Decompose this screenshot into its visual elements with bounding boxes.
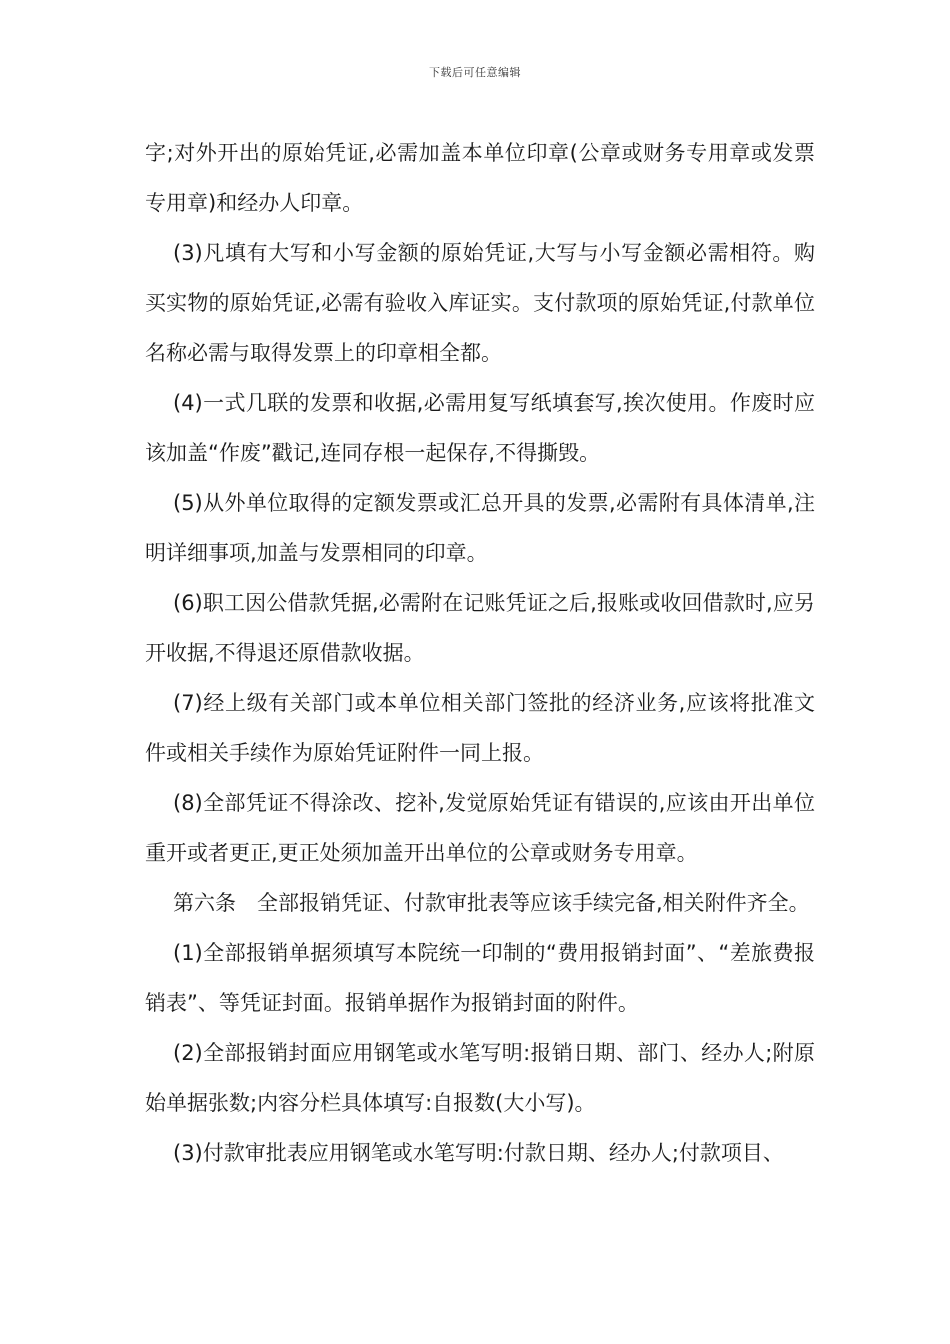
paragraph-6: (7)经上级有关部门或本单位相关部门签批的经济业务,应该将批准文件或相关手续作为原始凭证附件一同上报。	[145, 691, 815, 765]
paragraph-1: 字;对外开出的原始凭证,必需加盖本单位印章(公章或财务专用章或发票专用章)和经办人印章。	[145, 141, 815, 215]
paragraph-10: (3)付款审批表应用钢笔或水笔写明:付款日期、经办人;付款项目、	[173, 1141, 784, 1165]
paragraph-5: (6)职工因公借款凭据,必需附在记账凭证之后,报账或收回借款时,应另开收据,不得退还原借款收据。	[145, 591, 815, 665]
paragraph-3: (4)一式几联的发票和收据,必需用复写纸填套写,挨次使用。作废时应该加盖“作废”戳记,连同存根一起保存,不得撕毁。	[145, 391, 815, 465]
page-header: 下载后可任意编辑	[429, 66, 521, 79]
document-body	[145, 128, 815, 1178]
paragraph-2: (3)凡填有大写和小写金额的原始凭证,大写与小写金额必需相符。购买实物的原始凭证,必需有验收入库证实。支付款项的原始凭证,付款单位名称必需与取得发票上的印章相全都。	[145, 241, 815, 365]
paragraph-4: (5)从外单位取得的定额发票或汇总开具的发票,必需附有具体清单,注明详细事项,加盖与发票相同的印章。	[145, 491, 815, 565]
paragraph-8: (1)全部报销单据须填写本院统一印制的“费用报销封面”、“差旅费报销表”、等凭证封面。报销单据作为报销封面的附件。	[145, 941, 815, 1015]
paragraph-article-6: 第六条 全部报销凭证、付款审批表等应该手续完备,相关附件齐全。	[173, 891, 810, 915]
paragraph-9: (2)全部报销封面应用钢笔或水笔写明:报销日期、部门、经办人;附原始单据张数;内容分栏具体填写:自报数(大小写)。	[145, 1041, 815, 1115]
paragraph-7: (8)全部凭证不得涂改、挖补,发觉原始凭证有错误的,应该由开出单位重开或者更正,更正处须加盖开出单位的公章或财务专用章。	[145, 791, 815, 865]
